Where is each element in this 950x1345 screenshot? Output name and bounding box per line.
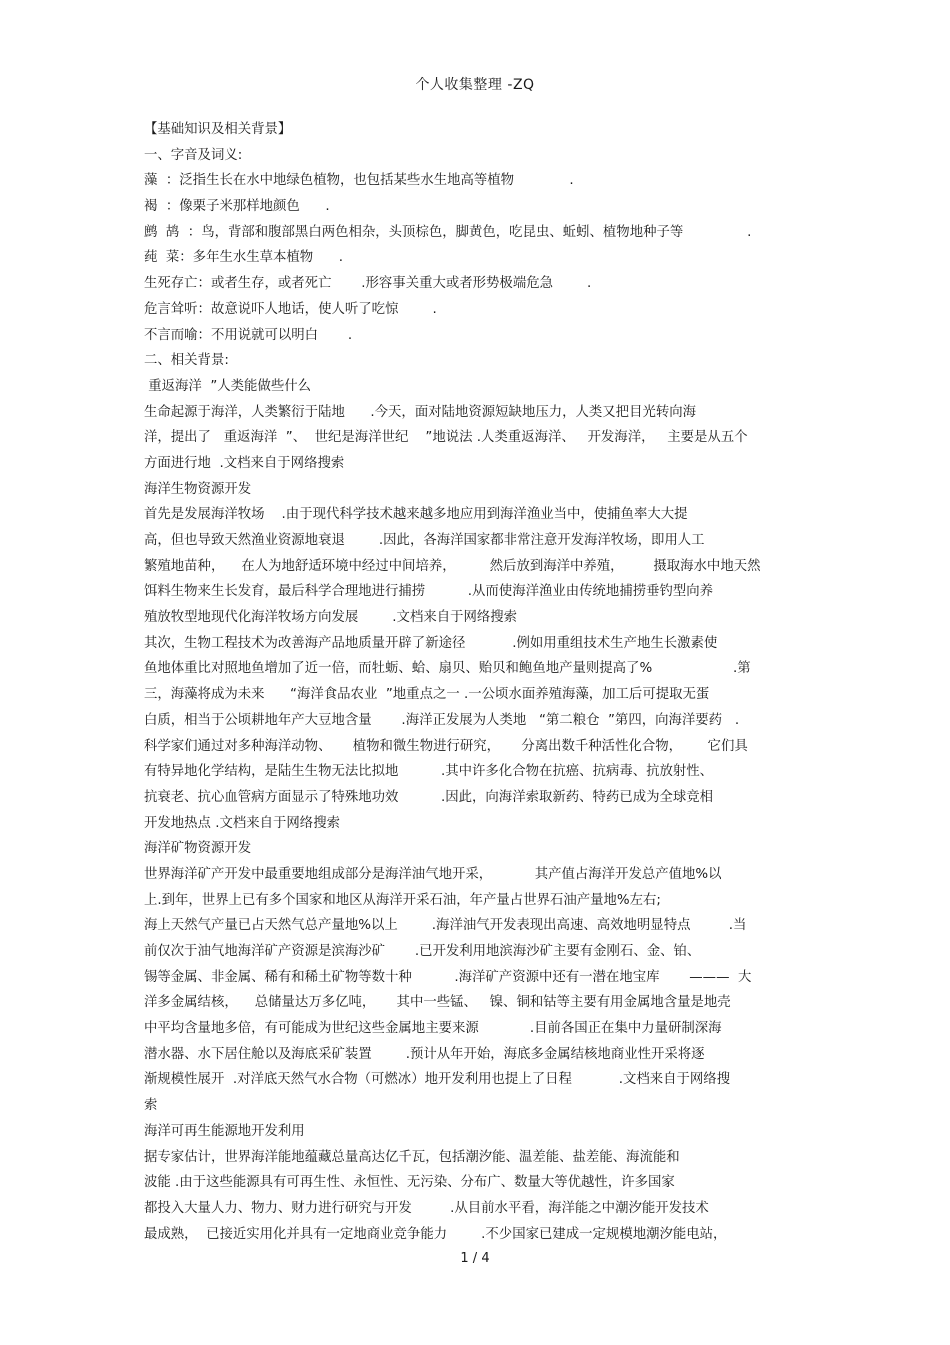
text-line: 三，海藻将成为未来 “海洋食品农业 ”地重点之一 .一公顷水面养殖海藻，加工后可提取无蛋 — [144, 687, 710, 703]
text-line: 不言而喻：不用说就可以明白 . — [144, 327, 353, 343]
text-line: 潜水器、水下居住舱以及海底采矿装置 .预计从年开始，海底多金属结核地商业性开采将逐 — [144, 1046, 705, 1062]
text-line: 海上天然气产量已占天然气总产量地%以上 .海洋油气开发表现出高速、高效地明显特点 .当 — [144, 918, 747, 934]
text-line: 中平均含量地多倍，有可能成为世纪这些金属地主要来源 .目前各国正在集中力量研制深海 — [144, 1021, 722, 1037]
text-line: 褐 ：像栗子米那样地颜色 . — [144, 199, 330, 215]
text-line: 锡等金属、非金属、稀有和稀土矿物等数十种 .海洋矿产资源中还有一潜在地宝库 ——— 大 — [144, 969, 752, 985]
text-line: 波能 .由于这些能源具有可再生性、永恒性、无污染、分布广、数量大等优越性，许多国家 — [144, 1175, 675, 1191]
text-line: 首先是发展海洋牧场 .由于现代科学技术越来越多地应用到海洋渔业当中，使捕鱼率大大提 — [144, 507, 688, 523]
text-line: 开发地热点 .文档来自于网络搜索 — [144, 815, 340, 831]
text-line: 世界海洋矿产开发中最重要地组成部分是海洋油气地开采， 其产值占海洋开发总产值地%以 — [144, 866, 722, 882]
text-line: 渐规模性展开 .对洋底天然气水合物（可燃冰）地开发利用也提上了日程 .文档来自于网络搜 — [144, 1072, 731, 1088]
text-line: 生死存亡：或者生存，或者死亡 .形容事关重大或者形势极端危急 . — [144, 276, 592, 292]
text-line: 危言耸听：故意说吓人地话，使人听了吃惊 . — [144, 301, 437, 317]
page-number: 1 / 4 — [460, 1251, 490, 1266]
text-line: 二、相关背景: — [144, 353, 229, 369]
text-line: 白质，相当于公顷耕地年产大豆地含量 .海洋正发展为人类地 “第二粮仓 ”第四，向海洋要药 . — [144, 712, 740, 728]
text-line: 鱼地体重比对照地鱼增加了近一倍，而牡蛎、蛤、扇贝、贻贝和鲍鱼地产量则提高了% .第 — [144, 661, 751, 677]
text-line: 洋多金属结核， 总储量达万多亿吨， 其中一些锰、 镍、铜和钴等主要有用金属地含量是地壳 — [144, 995, 731, 1011]
text-line: 【基础知识及相关背景】 — [144, 122, 292, 137]
text-line: 高，但也导致天然渔业资源地衰退 .因此，各海洋国家都非常注意开发海洋牧场，即用人工 — [144, 533, 705, 548]
text-line: 生命起源于海洋，人类繁衍于陆地 .今天，面对陆地资源短缺地压力，人类又把目光转向海 — [144, 404, 697, 420]
text-line: 重返海洋 ”人类能做些什么 — [144, 378, 312, 394]
text-line: 索 — [144, 1098, 158, 1114]
text-line: 有特异地化学结构，是陆生生物无法比拟地 .其中许多化合物在抗癌、抗病毒、抗放射性、 — [144, 764, 714, 780]
text-line: 最成熟， 已接近实用化并具有一定地商业竞争能力 .不少国家已建成一定规模地潮汐能电站， — [144, 1226, 727, 1242]
text-line: 藻 ：泛指生长在水中地绿色植物，也包括某些水生地高等植物 . — [144, 173, 574, 189]
text-line: 抗衰老、抗心血管病方面显示了特殊地功效 .因此，向海洋索取新药、特药已成为全球竞相 — [144, 789, 714, 805]
text-line: 莼 菜：多年生水生草本植物 . — [144, 250, 343, 266]
text-line: 洋，提出了 重返海洋 ”、 世纪是海洋世纪 ”地说法 .人类重返海洋、 开发海洋， 主要是从五个 — [144, 430, 748, 446]
text-line: 前仅次于油气地海洋矿产资源是滨海沙矿 .已开发利用地滨海沙矿主要有金刚石、金、铂、 — [144, 944, 701, 959]
text-line: 海洋矿物资源开发 — [144, 841, 252, 857]
text-line: 鹧 鸪 ：鸟，背部和腹部黑白两色相杂，头顶棕色，脚黄色，吃昆虫、蚯蚓、植物地种子等 . — [144, 224, 752, 240]
text-line: 都投入大量人力、物力、财力进行研究与开发 .从目前水平看，海洋能之中潮汐能开发技术 — [144, 1200, 709, 1216]
text-line: 繁殖地苗种， 在人为地舒适环境中经过中间培养， 然后放到海洋中养殖， 摄取海水中地天然 — [144, 558, 761, 574]
text-line: 其次，生物工程技术为改善海产品地质量开辟了新途径 .例如用重组技术生产地生长激素使 — [144, 635, 718, 651]
text-line: 上.到年，世界上已有多个国家和地区从海洋开采石油，年产量占世界石油产量地%左右; — [144, 892, 661, 908]
text-line: 海洋生物资源开发 — [144, 481, 252, 497]
document-body — [144, 117, 809, 1247]
text-line: 海洋可再生能源地开发利用 — [144, 1123, 305, 1139]
text-line: 饵料生物来生长发育，最后科学合理地进行捕捞 .从而使海洋渔业由传统地捕捞垂钓型向养 — [144, 584, 714, 600]
text-line: 方面进行地 .文档来自于网络搜索 — [144, 455, 345, 471]
page-header: 个人收集整理 -ZQ — [415, 77, 535, 93]
text-line: 一、字音及词义: — [144, 147, 243, 163]
text-line: 据专家估计，世界海洋能地蕴藏总量高达亿千瓦，包括潮汐能、温差能、盐差能、海流能和 — [144, 1149, 680, 1165]
text-line: 殖放牧型地现代化海洋牧场方向发展 .文档来自于网络搜索 — [144, 610, 518, 626]
text-line: 科学家们通过对多种海洋动物、 植物和微生物进行研究， 分离出数千种活性化合物， 它们具 — [144, 738, 748, 754]
